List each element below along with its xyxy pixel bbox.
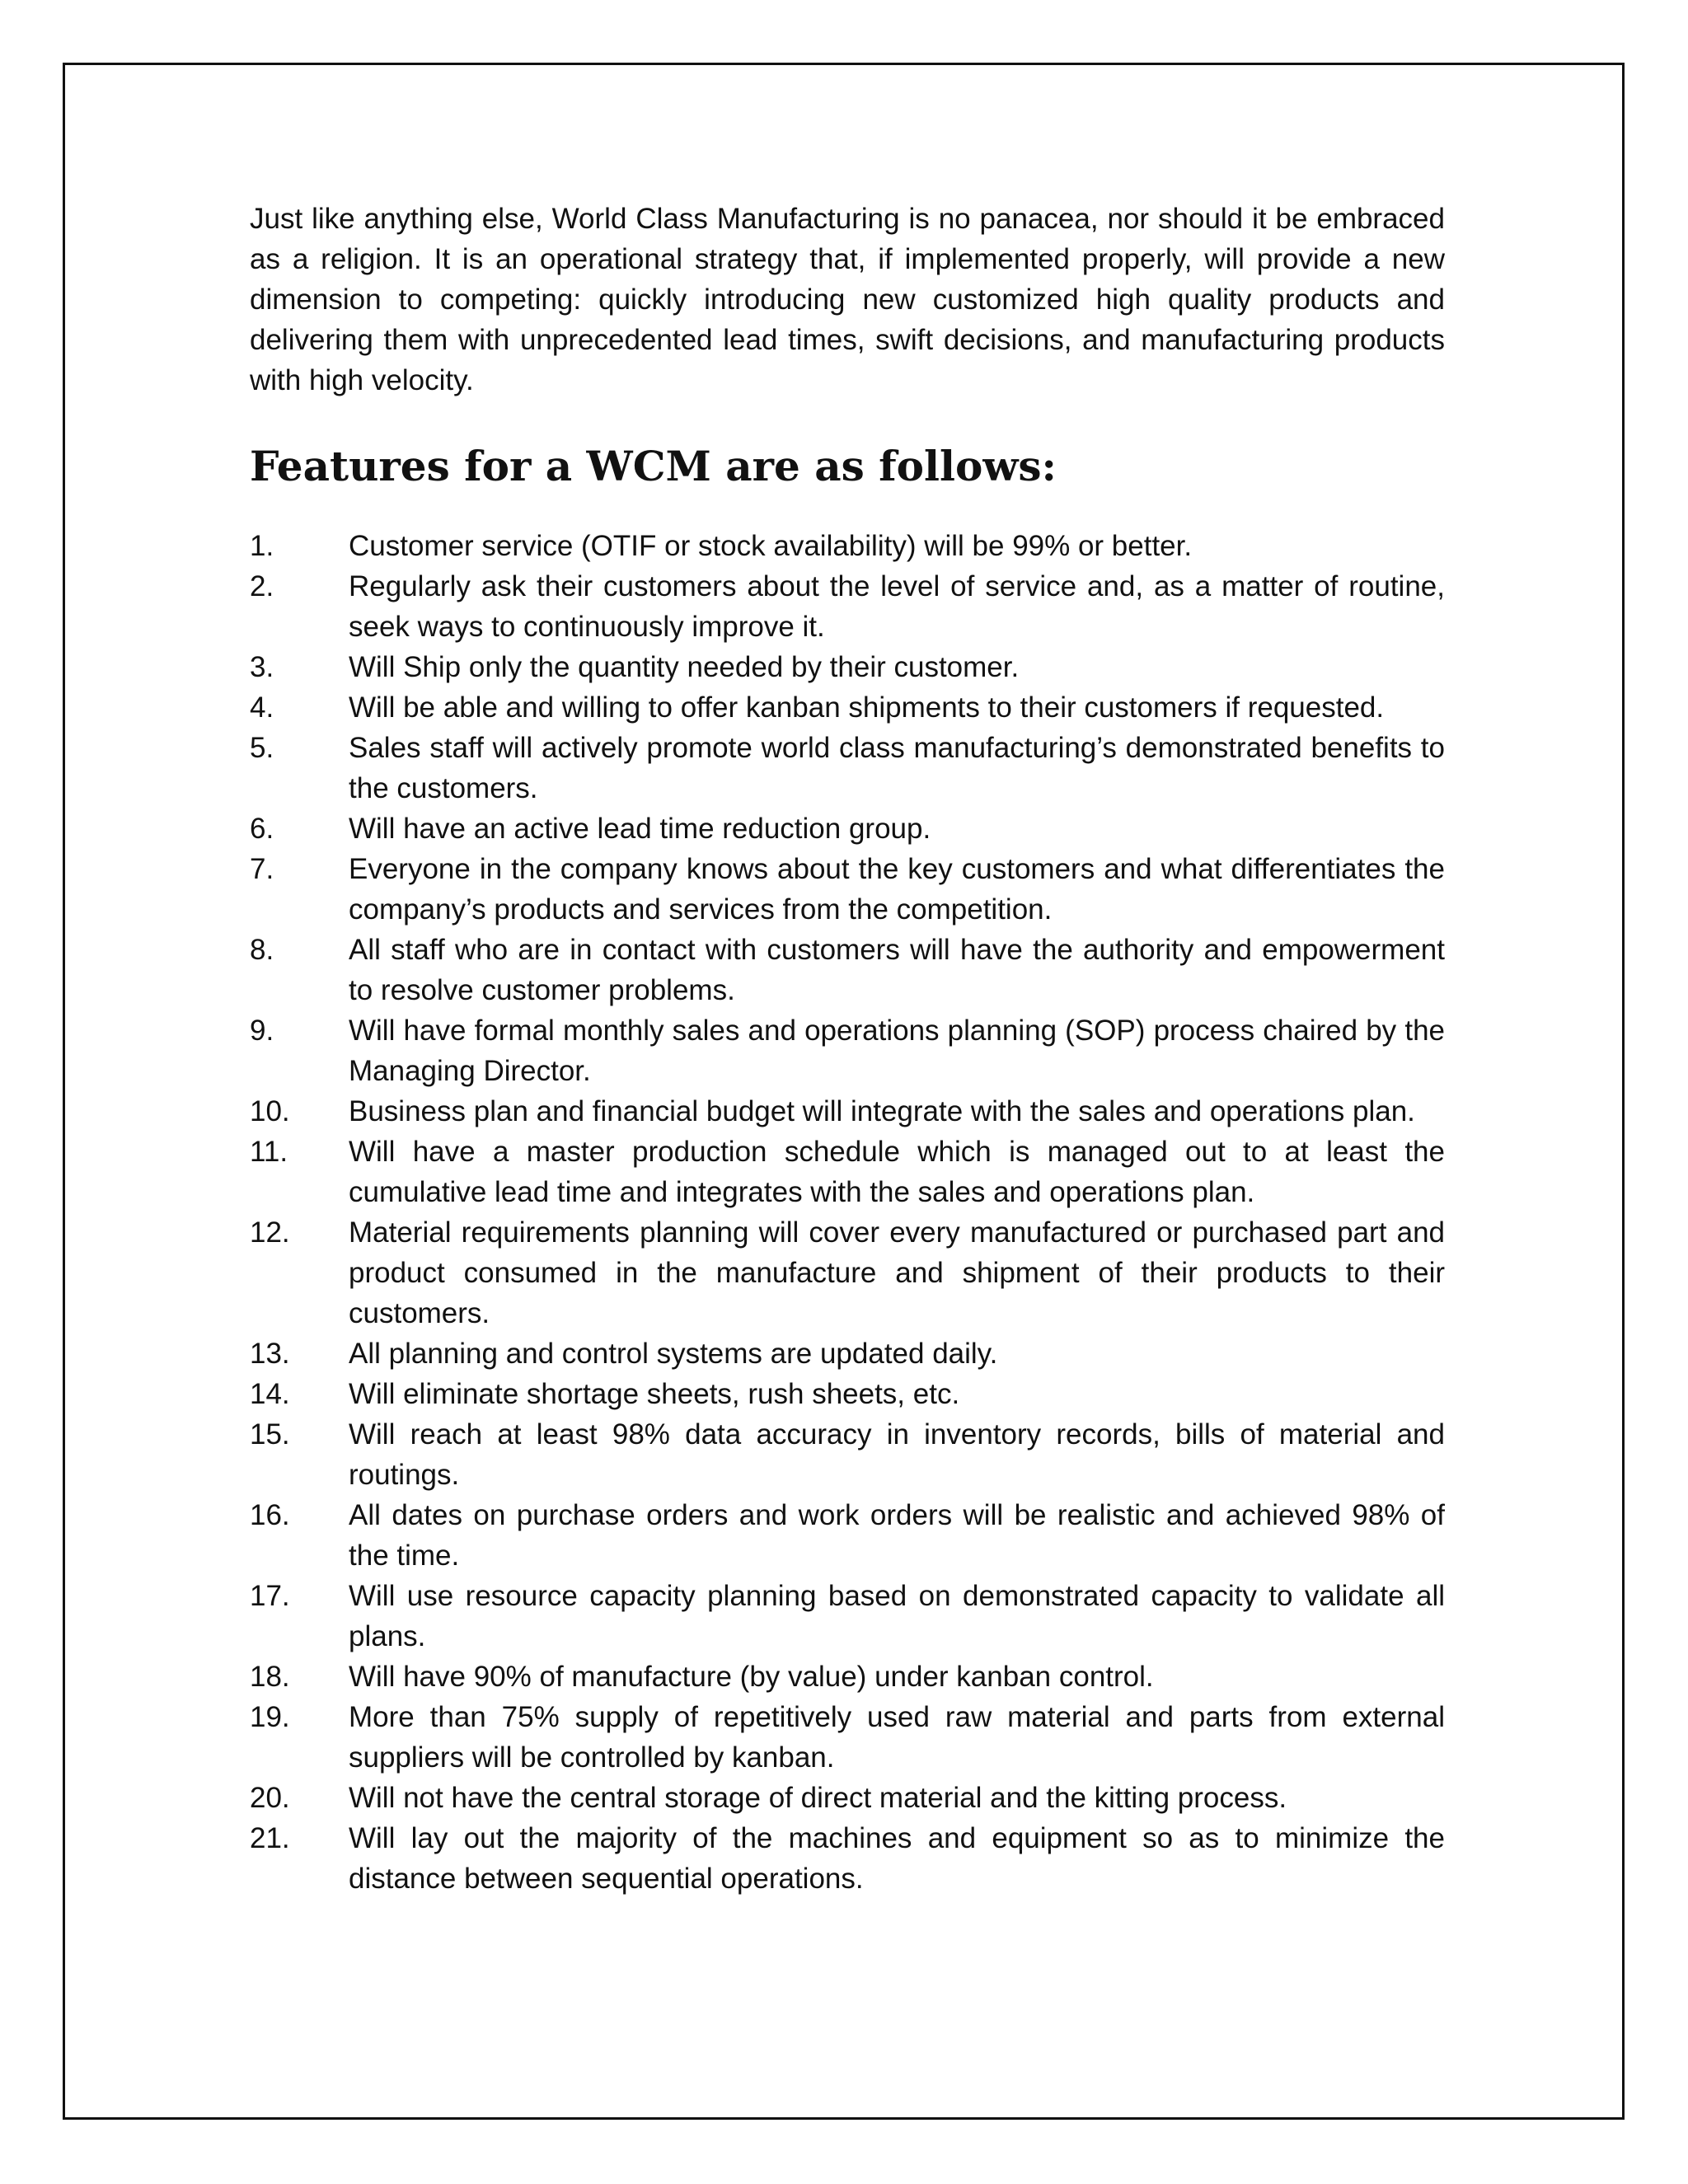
list-item	[250, 1414, 1445, 1495]
features-list	[250, 526, 1445, 1899]
list-item	[250, 1818, 1445, 1899]
list-item	[250, 1010, 1445, 1091]
list-item-text: Will lay out the majority of the machines and equipment so as to minimize the distance between sequential operations.	[349, 1822, 1445, 1895]
list-item-number: 17.	[250, 1580, 290, 1612]
list-item-text: Will have formal monthly sales and operations planning (SOP) process chaired by the Managing Director.	[349, 1015, 1445, 1087]
list-item-text: Everyone in the company knows about the key customers and what differentiates the company’s products and services from the competition.	[349, 853, 1445, 926]
list-item	[250, 849, 1445, 930]
list-item	[250, 930, 1445, 1010]
list-item	[250, 1778, 1445, 1818]
list-item-number: 7.	[250, 853, 274, 885]
list-item-text: Will eliminate shortage sheets, rush sheets, etc.	[349, 1378, 960, 1410]
document-body	[250, 199, 1445, 1899]
list-item	[250, 1132, 1445, 1212]
list-item	[250, 1091, 1445, 1132]
list-item-text: Will have a master production schedule which is managed out to at least the cumulative lead time and integrates with the sales and operations plan.	[349, 1136, 1445, 1208]
list-item-text: Material requirements planning will cover every manufactured or purchased part and product consumed in the manufacture and shipment of their products to their customers.	[349, 1216, 1445, 1329]
list-item-text: Will be able and willing to offer kanban shipments to their customers if requested.	[349, 691, 1385, 724]
list-item	[250, 1657, 1445, 1697]
list-item-text: Sales staff will actively promote world class manufacturing’s demonstrated benefits to the customers.	[349, 732, 1445, 804]
list-item	[250, 647, 1445, 687]
list-item-number: 21.	[250, 1822, 290, 1854]
list-item-number: 14.	[250, 1378, 290, 1410]
list-item-number: 18.	[250, 1661, 290, 1693]
list-item	[250, 1495, 1445, 1576]
list-item-number: 10.	[250, 1095, 290, 1127]
list-item-text: Will have an active lead time reduction group.	[349, 813, 931, 845]
list-item-number: 20.	[250, 1782, 290, 1814]
list-item	[250, 1576, 1445, 1657]
list-item-number: 16.	[250, 1499, 290, 1531]
section-heading: Features for a WCM are as follows:	[250, 442, 1057, 490]
list-item-number: 19.	[250, 1701, 290, 1733]
list-item	[250, 1374, 1445, 1414]
list-item-text: All staff who are in contact with customers will have the authority and empowerment to resolve customer problems.	[349, 934, 1445, 1006]
list-item-number: 15.	[250, 1418, 290, 1451]
list-item-text: Will Ship only the quantity needed by their customer.	[349, 651, 1020, 683]
list-item-number: 11.	[250, 1136, 288, 1168]
list-item-number: 6.	[250, 813, 274, 845]
list-item-text: More than 75% supply of repetitively used raw material and parts from external suppliers will be controlled by kanban.	[349, 1701, 1445, 1774]
list-item-text: Customer service (OTIF or stock availability) will be 99% or better.	[349, 530, 1193, 562]
list-item-text: Business plan and financial budget will integrate with the sales and operations plan.	[349, 1095, 1415, 1127]
list-item	[250, 1697, 1445, 1778]
list-item-text: Will have 90% of manufacture (by value) under kanban control.	[349, 1661, 1154, 1693]
list-item	[250, 566, 1445, 647]
list-item-number: 13.	[250, 1338, 290, 1370]
list-item-text: All planning and control systems are updated daily.	[349, 1338, 998, 1370]
list-item	[250, 687, 1445, 728]
list-item	[250, 728, 1445, 808]
list-item	[250, 808, 1445, 849]
list-item-text: Will use resource capacity planning based on demonstrated capacity to validate all plans.	[349, 1580, 1445, 1652]
list-item-number: 9.	[250, 1015, 274, 1047]
list-item-number: 2.	[250, 570, 274, 602]
list-item-number: 1.	[250, 530, 274, 562]
list-item	[250, 1212, 1445, 1333]
intro-paragraph: Just like anything else, World Class Manufacturing is no panacea, nor should it be embraced as a religion. It is an operational strategy that, if implemented properly, will provide a new dimension to competing: quickly introducing new customized high quality products and delivering them with unprecedented lead times, swift decisions, and manufacturing products with high velocity.	[250, 203, 1445, 396]
list-item-text: Will not have the central storage of direct material and the kitting process.	[349, 1782, 1287, 1814]
list-item-text: Regularly ask their customers about the level of service and, as a matter of routine, seek ways to continuously improve it.	[349, 570, 1445, 643]
list-item	[250, 1333, 1445, 1374]
list-item-number: 8.	[250, 934, 274, 966]
list-item-number: 5.	[250, 732, 274, 764]
list-item-number: 4.	[250, 691, 274, 724]
list-item-text: Will reach at least 98% data accuracy in inventory records, bills of material and routings.	[349, 1418, 1445, 1491]
list-item-number: 12.	[250, 1216, 290, 1249]
list-item-number: 3.	[250, 651, 274, 683]
list-item-text: All dates on purchase orders and work orders will be realistic and achieved 98% of the time.	[349, 1499, 1445, 1572]
list-item	[250, 526, 1445, 566]
